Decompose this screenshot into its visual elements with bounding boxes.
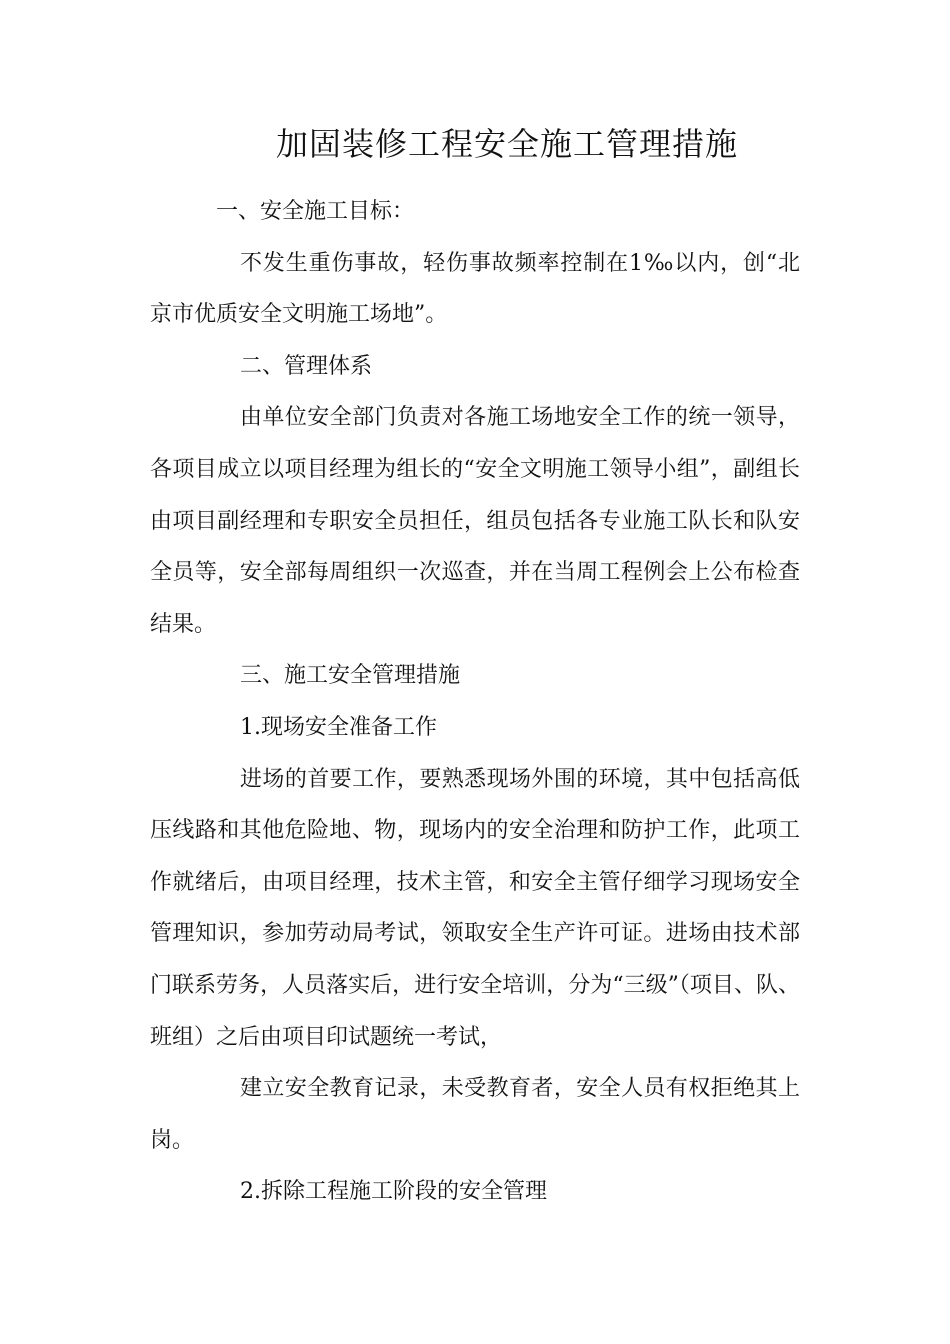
subsection-heading-demolition: 2.拆除工程施工阶段的安全管理 <box>240 1179 547 1205</box>
paragraph-site-preparation: 进场的首要工作，要熟悉现场外围的环境，其中包括高低压线路和其他危险地、物，现场内的安全治理和防护工作，此项工作就绪后，由项目经理，技术主管，和安全主管仔细学习现场安全管理知识，参加劳动局考试，领取安全生产许可证。进场由技术部门联系劳务，人员落实后，进行安全培训，分为“三级”（项目、队、班组）之后由项目印试题统一考试， <box>150 766 800 1050</box>
section-heading-management-system: 二、管理体系 <box>240 353 373 379</box>
paragraph-safety-education: 建立安全教育记录，未受教育者，安全人员有权拒绝其上岗。 <box>150 1076 800 1153</box>
section-heading-goal: 一、安全施工目标： <box>216 199 415 224</box>
section-heading-safety-measures: 三、施工安全管理措施 <box>240 663 461 689</box>
paragraph-goal: 不发生重伤事故，轻伤事故频率控制在1‰以内，创“北京市优质安全文明施工场地”。 <box>150 250 800 328</box>
subsection-heading-site-preparation: 1.现场安全准备工作 <box>240 714 437 740</box>
paragraph-management-system: 由单位安全部门负责对各施工场地安全工作的统一领导，各项目成立以项目经理为组长的“安全文明施工领导小组”，副组长由项目副经理和专职安全员担任，组员包括各专业施工队长和队安全员等，安全部每周组织一次巡查，并在当周工程例会上公布检查结果。 <box>150 405 800 637</box>
document-title: 加固装修工程安全施工管理措施 <box>275 125 738 163</box>
document-body <box>150 186 800 1218</box>
